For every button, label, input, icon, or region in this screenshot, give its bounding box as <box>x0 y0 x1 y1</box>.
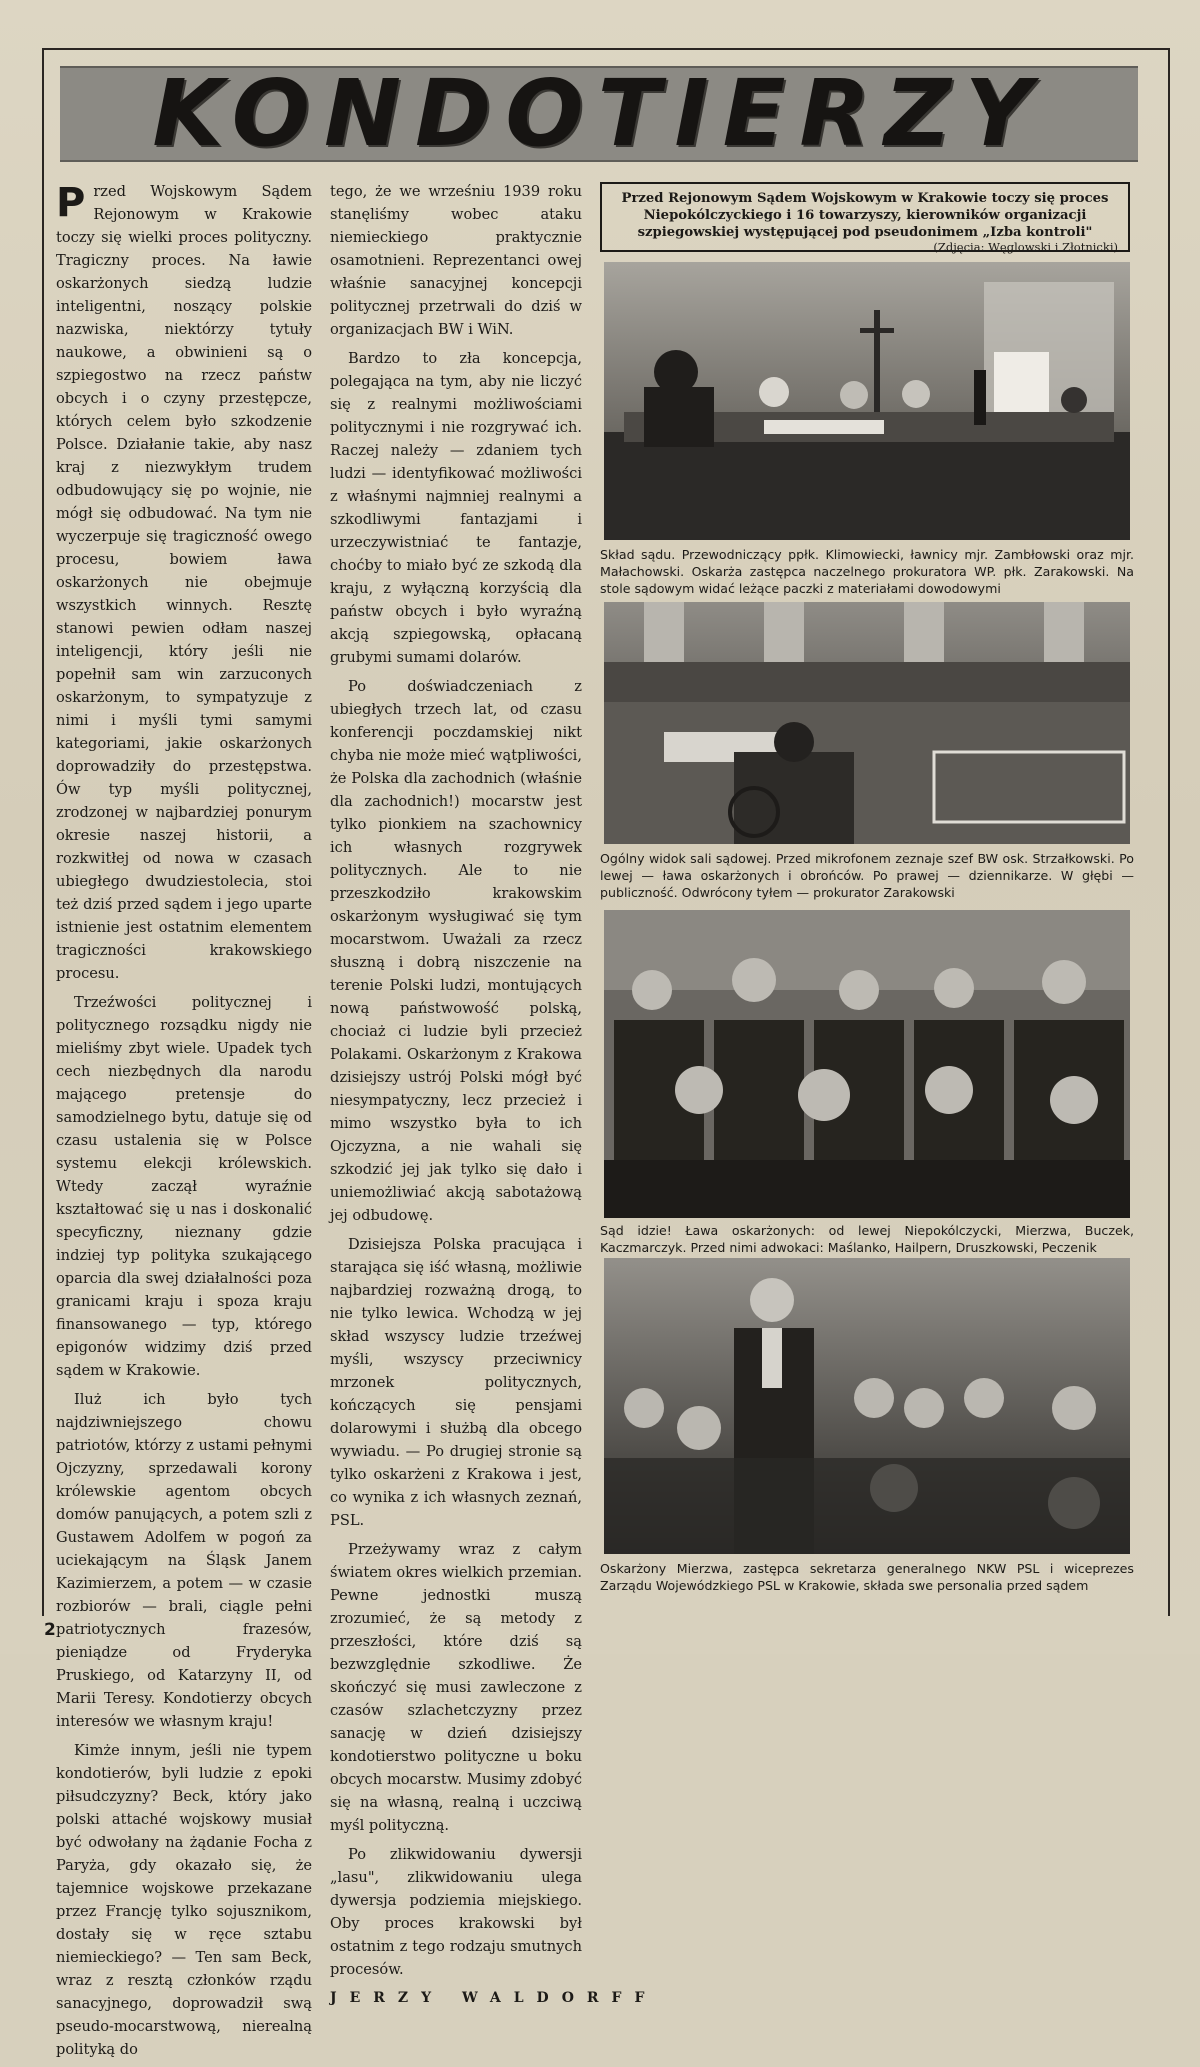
article-paragraph: tego, że we wrześniu 1939 roku stanęliśmy wobec ataku niemieckiego praktycznie osamotnieni. Reprezentanci owej właśnie sanacyjnej koncepcji politycznej przetrwali do dziś w organizacjach BW i WiN. <box>330 183 582 338</box>
article-paragraph: Iluż ich było tych najdziwniejszego chowu patriotów, którzy z ustami pełnymi Ojczyzny, sprzedawali korony królewskie agentom obcych domów panujących, a potem szli z Gustawem Adolfem w pogoń za uciekającym na Śląsk Janem Kazimierzem, a potem — w czasie rozbiorów — brali, ciągle pełni patriotycznych frazesów, pieniądze od Fryderyka Pruskiego, od Katarzyny II, od Marii Teresy. Kondotierzy obcych interesów we własnym kraju! <box>56 1391 312 1730</box>
article-column-2 <box>330 180 658 2010</box>
author-signature: JERZY WALDORFF <box>330 1990 658 2006</box>
photo-credit: (Zdjęcia: Węglowski i Złotnicki) <box>933 240 1118 254</box>
info-box <box>600 182 1130 252</box>
photo-caption: Ogólny widok sali sądowej. Przed mikrofonem zeznaje szef BW osk. Strzałkowski. Po lewej — ława oskarżonych i obrońców. Po prawej — dziennikarze. W głębi — publiczność. Odwrócony tyłem — prokurator Zarakowski <box>600 851 1134 900</box>
dropcap: P <box>56 180 86 226</box>
article-paragraph: Bardzo to zła koncepcja, polegająca na tym, aby nie liczyć się z realnymi możliwościami politycznymi i nie rozgrywać ich. Raczej należy — zdaniem tych ludzi — identyfikować możliwości z właśnymi najmniej realnymi a szkodliwymi fantazjami i urzeczywistniać te fantazje, choćby to miało być ze szkodą dla kraju, z wyłączną korzyścią dla państw obcych i było wyraźną akcją szpiegowską, opłacaną grubymi sumami dolarów. <box>330 350 582 666</box>
photo-mierzwa-standing <box>604 1258 1130 1554</box>
photo-court-panel <box>604 262 1130 540</box>
article-paragraph: Przeżywamy wraz z całym światem okres wielkich przemian. Pewne jednostki muszą zrozumieć, że są metody z przeszłości, które dziś są bezwzględnie szkodliwe. Że skończyć się musi zawleczone z czasów szlachetczyzny przez sanację w dzień dzisiejszy kondotierstwo polityczne u boku obcych mocarstw. Musimy zdobyć się na własną, realną i uczciwą myśl polityczną. <box>330 1541 582 1834</box>
info-box-text: Przed Rejonowym Sądem Wojskowym w Krakowie toczy się proces Niepokólczyckiego i 16 towarzyszy, kierowników organizacji szpiegowskiej występującej pod pseudonimem „Izba kontroli" <box>621 191 1109 240</box>
photo-courtroom-overview <box>604 602 1130 844</box>
photo-caption: Sąd idzie! Ława oskarżonych: od lewej Niepokólczycki, Mierzwa, Buczek, Kaczmarczyk. Przed nimi adwokaci: Maślanko, Hailpern, Druszkowski, Peczenik <box>600 1223 1134 1255</box>
headline-banner <box>60 66 1138 162</box>
article-column-1 <box>56 180 312 2067</box>
photo-caption: Oskarżony Mierzwa, zastępca sekretarza generalnego NKW PSL i wiceprezes Zarządu Wojewódzkiego PSL w Krakowie, składa swe personalia przed sądem <box>600 1561 1134 1593</box>
article-paragraph: Dzisiejsza Polska pracująca i starająca się iść własną, możliwie najbardziej rozważną drogą, to nie tylko lewica. Wchodzą w jej skład wszyscy ludzie trzeźwej myśli, wszyscy przeciwnicy mrzonek politycznych, kończących się pensjami dolarowymi i służbą dla obcego wywiadu. — Po drugiej stronie są tylko oskarżeni z Krakowa i jest, co wynika z ich własnych zeznań, PSL. <box>330 1236 582 1529</box>
page-number: 2 <box>44 1620 56 1640</box>
courtroom-overview-image <box>604 602 1130 844</box>
article-paragraph: Kimże innym, jeśli nie typem kondotierów, byli ludzie z epoki piłsudczyzny? Beck, który jako polski attaché wojskowy musiał być odwołany na żądanie Focha z Paryża, gdy okazało się, że tajemnice wojskowe przekazane przez Francję tylko sojusznikom, dostały się w ręce sztabu niemieckiego? — Ten sam Beck, wraz z resztą członków rządu sanacyjnego, doprowadził swą pseudo-mocarstwową, nierealną polityką do <box>56 1742 312 2058</box>
headline: KONDOTIERZY <box>152 66 1046 162</box>
article-paragraph: Trzeźwości politycznej i politycznego rozsądku nigdy nie mieliśmy zbyt wiele. Upadek tych cech niezbędnych dla narodu mającego pretensje do samodzielnego bytu, datuje się od czasu ustalenia się w Polsce systemu elekcji królewskich. Wtedy zaczął wyraźnie kształtować się u nas i doskonalić specyficzny, nieznany gdzie indziej typ polityka szukającego oparcia dla swej działalności poza granicami kraju i spoza kraju finansowanego — typ, którego epigonów widzimy dziś przed sądem w Krakowie. <box>56 994 312 1379</box>
article-paragraph: Po zlikwidowaniu dywersji „lasu", zlikwidowaniu ulega dywersja podziemia miejskiego. Oby proces krakowski był ostatnim z tego rodzaju smutnych procesów. <box>330 1846 582 1978</box>
article-paragraph: Przed Wojskowym Sądem Rejonowym w Krakowie toczy się wielki proces polityczny. Tragiczny proces. Na ławie oskarżonych siedzą ludzie inteligentni, noszący polskie nazwiska, niektórzy tytuły naukowe, a obwinieni są o szpiegostwo na rzecz państw obcych i o czyny przestępcze, których celem było szkodzenie Polsce. Działanie takie, aby nasz kraj z niezwykłym trudem odbudowujący się po wojnie, nie mógł się odbudować. Na tym nie wyczerpuje się tragiczność owego procesu, bowiem ława oskarżonych nie obejmuje wszystkich winnych. Resztę stanowi pewien odłam naszej inteligencji, który jeśli nie popełnił sam win zarzuconych oskarżonym, to sympatyzuje z nimi i myśli tymi samymi kategoriami, jakie oskarżonych doprowadziły do przestępstwa. Ów typ myśli politycznej, zrodzonej w najbardziej ponurym okresie naszej historii, a rozkwitłej od nowa w czasach ubiegłego dwudziestolecia, stoi też dziś przed sądem i jego uparte istnienie jest ostatnim elementem tragiczności krakowskiego procesu. <box>56 180 312 982</box>
photo-caption: Skład sądu. Przewodniczący ppłk. Klimowiecki, ławnicy mjr. Zambłowski oraz mjr. Małachowski. Oskarża zastępca naczelnego prokuratora WP. płk. Zarakowski. Na stole sądowym widać leżące paczki z materiałami dowodowymi <box>600 547 1134 596</box>
defendants-bench-image <box>604 910 1130 1218</box>
photo-defendants-bench <box>604 910 1130 1218</box>
court-panel-image <box>604 262 1130 540</box>
article-paragraph: Po doświadczeniach z ubiegłych trzech lat, od czasu konferencji poczdamskiej nikt chyba nie może mieć wątpliwości, że Polska dla zachodnich (właśnie dla zachodnich!) mocarstw jest tylko pionkiem na szachownicy ich własnych rozgrywek politycznych. Ale to nie przeszkodziło krakowskim oskarżonym wysługiwać się tym mocarstwom. Uważali za rzecz słuszną i dobrą niszczenie na terenie Polski ludzi, montujących nową państwowość polską, chociaż ci ludzie byli przecież Polakami. Oskarżonym z Krakowa dzisiejszy ustrój Polski mógł być niesympatyczny, lecz przecież i mimo wszystko była to ich Ojczyzna, a nie wahali się szkodzić jej jak tylko się dało i uniemożliwiać akcją sabotażową jej odbudowę. <box>330 678 582 1224</box>
mierzwa-standing-image <box>604 1258 1130 1554</box>
